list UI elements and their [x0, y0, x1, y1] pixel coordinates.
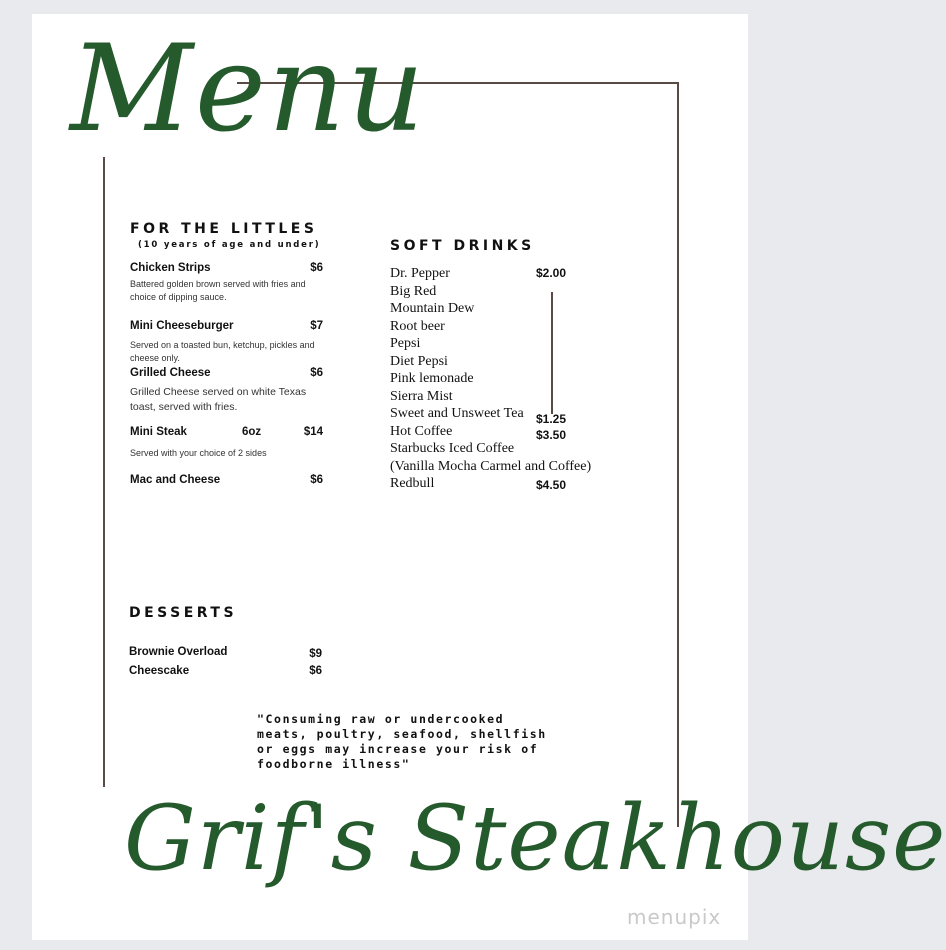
price-coffee: $3.50: [536, 428, 567, 442]
price-tea: $1.25: [536, 412, 567, 426]
price-mini-cheeseburger: $7: [310, 320, 323, 332]
item-mini-cheeseburger: Mini Cheeseburger: [130, 320, 234, 332]
drink-item: (Vanilla Mocha Carmel and Coffee): [390, 459, 592, 474]
soft-drinks-heading: SOFT DRINKS: [390, 238, 535, 254]
desc-mini-steak: Served with your choice of 2 sides: [130, 448, 267, 458]
food-safety-disclaimer: "Consuming raw or undercooked meats, poultry, seafood, shellfish or eggs may increase your risk of foodborne illness": [257, 712, 547, 771]
frame-left-line: [103, 157, 105, 787]
item-mini-steak: Mini Steak: [130, 426, 187, 438]
desc-chicken-strips: Battered golden brown served with fries and choice of dipping sauce.: [130, 279, 306, 302]
price-grilled-cheese: $6: [310, 367, 323, 379]
price-mini-steak: $14: [303, 426, 323, 438]
soft-drinks-bracket-line: [551, 292, 553, 414]
price-redbull: $4.50: [536, 478, 567, 492]
price-chicken-strips: $6: [310, 262, 323, 274]
drink-item: Pink lemonade: [390, 371, 474, 386]
desc-grilled-cheese: Grilled Cheese served on white Texas toast, served with fries.: [130, 386, 307, 413]
brand-name: Grif's Steakhouse: [124, 786, 946, 891]
desc-mini-cheeseburger: Served on a toasted bun, ketchup, pickles and cheese only.: [130, 340, 315, 363]
menu-page: [32, 14, 946, 940]
item-brownie-overload: Brownie Overload: [129, 646, 228, 658]
item-mac-and-cheese: Mac and Cheese: [130, 474, 221, 486]
littles-heading: FOR THE LITTLES: [130, 221, 318, 237]
drink-item: Hot Coffee: [390, 424, 453, 439]
price-mac-and-cheese: $6: [310, 474, 323, 486]
price-cheescake: $6: [309, 665, 322, 677]
price-fountain-drinks: $2.00: [536, 266, 567, 280]
frame-right-line: [677, 82, 679, 827]
item-grilled-cheese: Grilled Cheese: [130, 367, 211, 379]
watermark: menupix: [627, 905, 722, 929]
item-cheescake: Cheescake: [129, 665, 190, 677]
drink-item: Pepsi: [390, 336, 421, 351]
drink-item: Dr. Pepper: [390, 266, 450, 281]
drink-item: Diet Pepsi: [390, 354, 448, 369]
size-mini-steak: 6oz: [242, 426, 262, 438]
desserts-heading: DESSERTS: [129, 605, 238, 621]
drink-item: Sweet and Unsweet Tea: [390, 406, 524, 421]
littles-subheading: (10 years of age and under): [138, 240, 321, 250]
drink-item: Starbucks Iced Coffee: [390, 441, 515, 456]
drink-item: Big Red: [390, 284, 437, 299]
drink-item: Sierra Mist: [390, 389, 453, 404]
price-brownie-overload: $9: [309, 648, 322, 660]
menu-title: Menu: [70, 20, 427, 159]
drink-item: Root beer: [390, 319, 445, 334]
drink-item: Mountain Dew: [390, 301, 475, 316]
drink-item: Redbull: [390, 476, 435, 491]
item-chicken-strips: Chicken Strips: [130, 262, 211, 274]
